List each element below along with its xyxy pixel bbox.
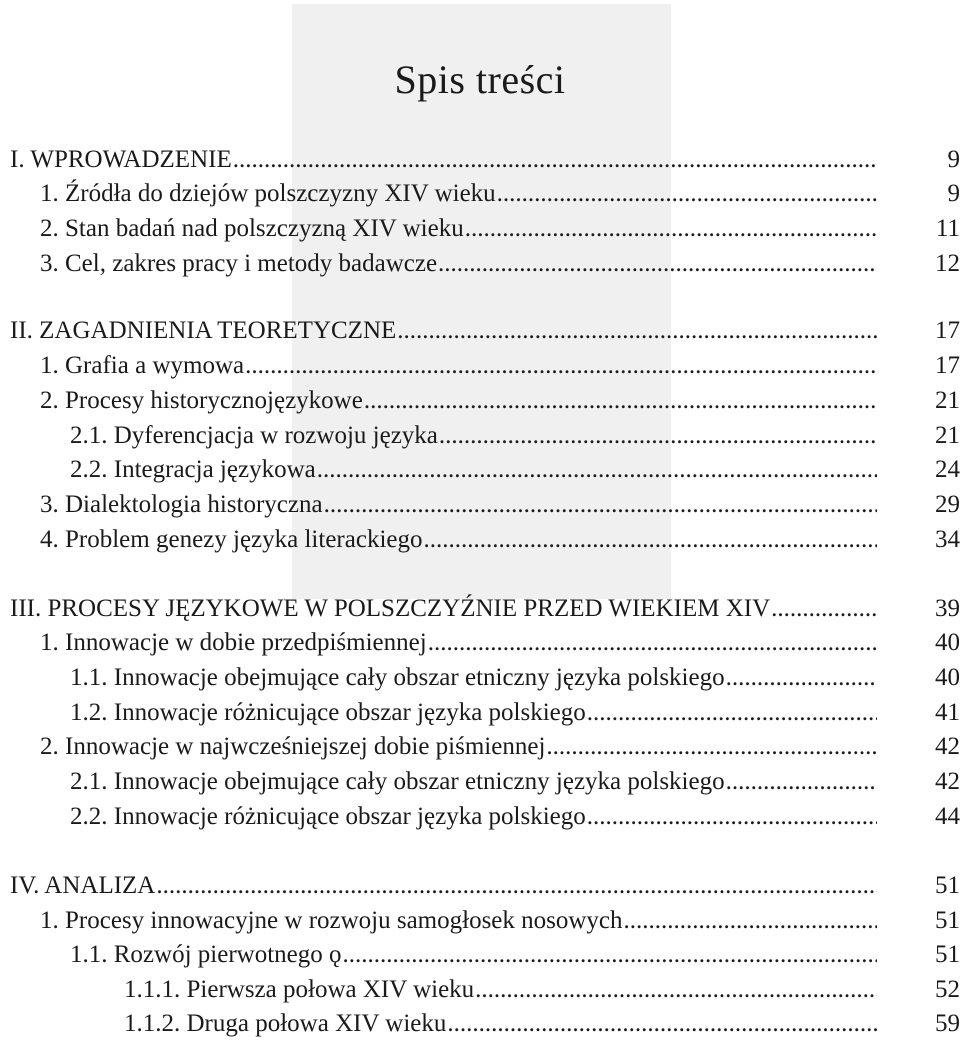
toc-entry[interactable] [70, 696, 878, 730]
toc-entry[interactable] [40, 177, 878, 211]
toc-entry[interactable] [70, 419, 878, 453]
toc-page-number: 9 [947, 180, 960, 207]
toc-page-number: 21 [935, 387, 960, 414]
toc-entry[interactable] [40, 247, 878, 281]
dot-leader [475, 973, 877, 1007]
toc-entry[interactable] [10, 592, 878, 626]
toc-entry[interactable] [124, 973, 878, 1007]
dot-leader [342, 938, 877, 972]
toc-entry-label: 2.1. Innowacje obejmujące cały obszar etniczny języka polskiego [70, 768, 725, 795]
dot-leader [423, 523, 877, 557]
toc-page-number: 42 [935, 733, 960, 760]
toc-entry-label: 1.1. Innowacje obejmujące cały obszar etniczny języka polskiego [70, 664, 725, 691]
toc-page-number: 12 [935, 250, 960, 277]
toc-page-number: 59 [935, 1010, 960, 1037]
toc-page-number: 29 [935, 491, 960, 518]
dot-leader [156, 869, 877, 903]
toc-entry[interactable] [70, 938, 878, 972]
toc-entry-label: 2. Innowacje w najwcześniejszej dobie piśmiennej [40, 733, 546, 760]
toc-page-number: 34 [935, 526, 960, 553]
toc-entry[interactable] [70, 800, 878, 834]
toc-entry[interactable] [40, 384, 878, 418]
toc-page-number: 11 [935, 215, 960, 242]
toc-entry-label: III. PROCESY JĘZYKOWE W POLSZCZYŹNIE PRZED WIEKIEM XIV [10, 595, 771, 622]
toc-entry-label: 1.2. Innowacje różnicujące obszar języka polskiego [70, 699, 586, 726]
dot-leader [497, 177, 877, 211]
toc-page-number: 40 [935, 629, 960, 656]
toc-entry-label: 1.1.1. Pierwsza połowa XIV wieku [124, 976, 475, 1003]
toc-entry-label: 2.2. Innowacje różnicujące obszar języka polskiego [70, 803, 586, 830]
dot-leader [546, 730, 877, 764]
dot-leader [324, 488, 877, 522]
toc-page-number: 40 [935, 664, 960, 691]
dot-leader [245, 349, 877, 383]
toc-page-number: 44 [935, 803, 960, 830]
toc-entry[interactable] [40, 904, 878, 938]
dot-leader [587, 696, 877, 730]
toc-entry-label: 2.2. Integracja językowa [70, 456, 316, 483]
dot-leader [438, 247, 877, 281]
toc-entry[interactable] [40, 730, 878, 764]
toc-entry-label: 1. Innowacje w dobie przedpiśmiennej [40, 629, 427, 656]
toc-entry[interactable] [40, 626, 878, 660]
toc-entry[interactable] [10, 143, 878, 177]
dot-leader [624, 904, 877, 938]
dot-leader [397, 314, 877, 348]
toc-entry[interactable] [40, 523, 878, 557]
toc-page-number: 17 [935, 317, 960, 344]
toc-entry[interactable] [70, 661, 878, 695]
toc-page-number: 17 [935, 352, 960, 379]
toc-page-number: 51 [935, 941, 960, 968]
toc-entry[interactable] [124, 1007, 878, 1041]
toc-entry-label: 3. Dialektologia historyczna [40, 491, 323, 518]
toc-entry-label: 2. Procesy historycznojęzykowe [40, 387, 363, 414]
toc-entry[interactable] [40, 212, 878, 246]
toc-entry-label: 2.1. Dyferencjacja w rozwoju języka [70, 422, 438, 449]
toc-entry-label: I. WPROWADZENIE [10, 146, 232, 173]
dot-leader [771, 592, 877, 626]
toc-entry[interactable] [10, 869, 878, 903]
toc-page-number: 51 [935, 907, 960, 934]
toc-entry[interactable] [10, 314, 878, 348]
dot-leader [465, 212, 877, 246]
toc-page-number: 9 [947, 146, 960, 173]
dot-leader [439, 419, 877, 453]
toc-page-number: 21 [935, 422, 960, 449]
dot-leader [317, 453, 877, 487]
toc-entry-label: 1. Źródła do dziejów polszczyzny XIV wieku [40, 180, 496, 207]
dot-leader [428, 626, 877, 660]
toc-page-number: 41 [935, 699, 960, 726]
dot-leader [364, 384, 877, 418]
toc-entry-label: 1.1.2. Druga połowa XIV wieku [124, 1010, 447, 1037]
toc-entry[interactable] [70, 453, 878, 487]
toc-page-number: 42 [935, 768, 960, 795]
toc-entry-label: 1. Grafia a wymowa [40, 352, 245, 379]
toc-entry[interactable] [40, 488, 878, 522]
page-title: Spis treści [394, 57, 566, 102]
dot-leader [233, 143, 877, 177]
toc-entry-label: IV. ANALIZA [10, 872, 156, 899]
dot-leader [726, 661, 877, 695]
toc-page-number: 52 [935, 976, 960, 1003]
toc-entry-label: 1.1. Rozwój pierwotnego ǫ [70, 941, 342, 968]
toc-entry[interactable] [70, 765, 878, 799]
dot-leader [447, 1007, 877, 1041]
toc-entry-label: 2. Stan badań nad polszczyzną XIV wieku [40, 215, 464, 242]
toc-entry-label: II. ZAGADNIENIA TEORETYCZNE [10, 317, 397, 344]
toc-entry-label: 1. Procesy innowacyjne w rozwoju samogłosek nosowych [40, 907, 623, 934]
toc-entry[interactable] [40, 349, 878, 383]
dot-leader [726, 765, 877, 799]
toc-page-number: 24 [935, 456, 960, 483]
toc-page-number: 39 [935, 595, 960, 622]
dot-leader [587, 800, 877, 834]
toc-entry-label: 4. Problem genezy języka literackiego [40, 526, 423, 553]
toc-page-number: 51 [935, 872, 960, 899]
toc-entry-label: 3. Cel, zakres pracy i metody badawcze [40, 250, 438, 277]
